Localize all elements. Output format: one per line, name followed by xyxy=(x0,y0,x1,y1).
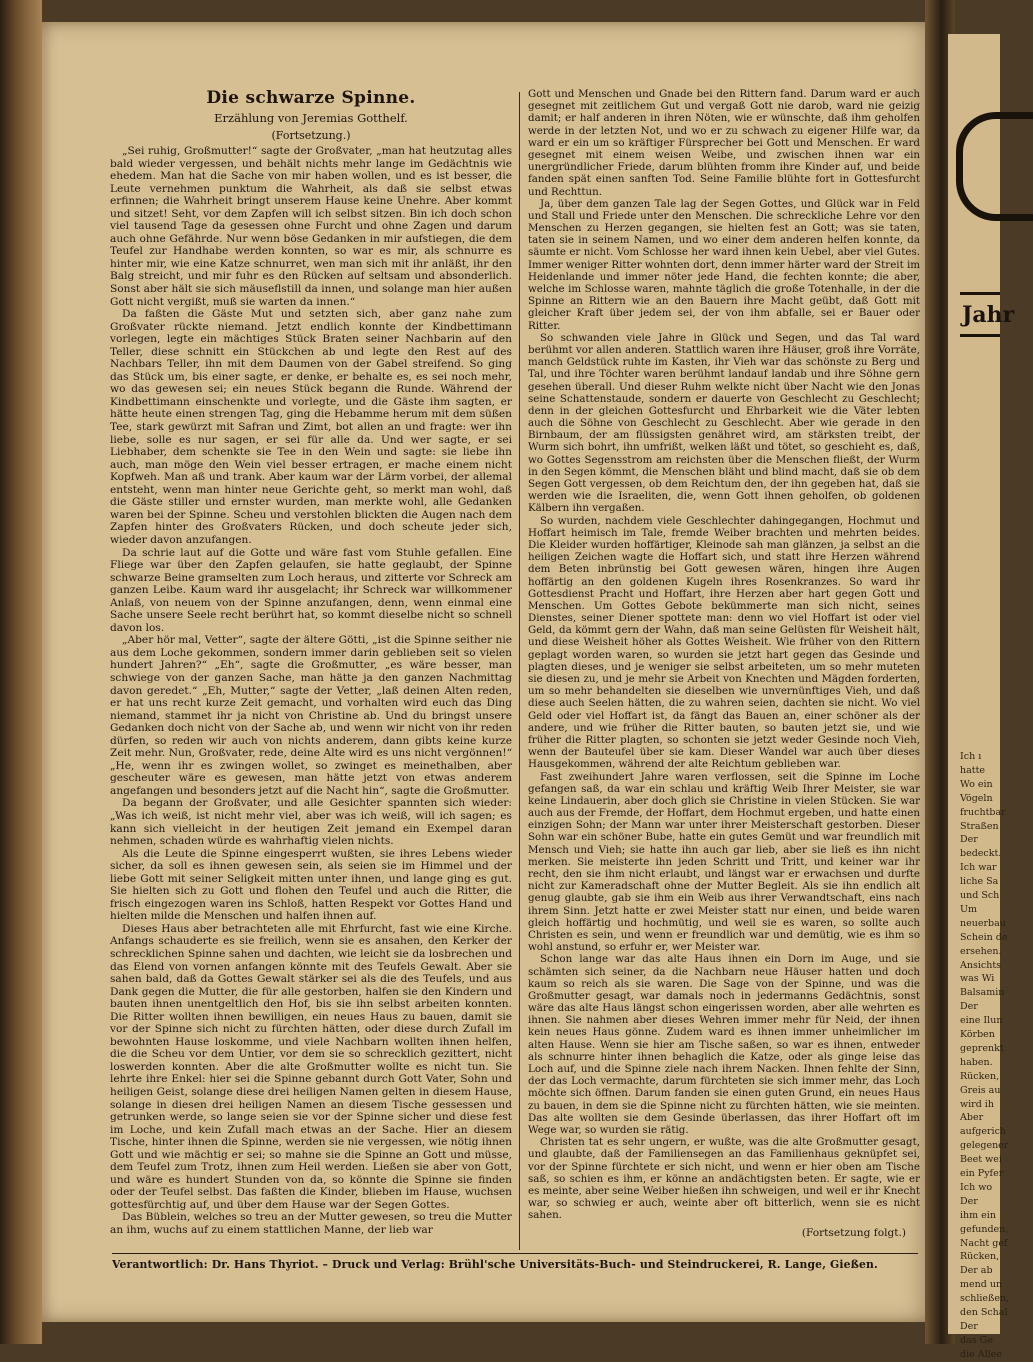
adjacent-text-fragment: Balsamin xyxy=(960,987,1005,999)
imprint-line: Verantwortlich: Dr. Hans Thyriot. – Druck und Verlag: Brühl'sche Universitäts-Buch- und Steindruckerei, R. Lange, Gießen. xyxy=(112,1258,878,1271)
paragraph: So schwanden viele Jahre in Glück und Segen, und das Tal ward berühmt vor allen anderen. Stattlich waren ihre Häuser, groß ihre Vorräte, manch Geldstück ruhte im Kasten, ihr Vieh war das schönste zu Berg und Tal, und ihre Töchter waren berühmt landauf landab und ihre Söhne gern gesehen überall. Und dieser Ruhm welkte nicht über Nacht wie den Jonas seine Schattenstaude, sondern er dauerte von Geschlecht zu Geschlecht; denn in der gleichen Gottesfurcht und Ehrbarkeit wie die Väter lebten auch die Söhne von Geschlecht zu Geschlecht. Aber wie gerade in den Birnbaum, der am flüssigsten genähret wird, am stärksten treibt, der Wurm sich bohrt, ihn umfrißt, welken läßt und tötet, so geschieht es, daß, wo Gottes Segensstrom am reichsten über die Menschen fließt, der Wurm in den Segen kömmt, die Menschen bläht und blind macht, daß sie ob dem Segen Gott vergessen, ob dem Reichtum den, der ihn gegeben hat, daß sie werden wie die Israeliten, die, wenn Gott ihnen geholfen, ob goldenen Kälbern ihn vergaßen. xyxy=(528,331,920,515)
paragraph: Gott und Menschen und Gnade bei den Rittern fand. Darum ward er auch gesegnet mit zeitlichem Gut und vergaß Gott nie darob, ward nie geizig damit; er half anderen in ihren Nöten, wie er wünschte, daß ihm geholfen werde in der letzten Not, und wo er zu schwach zu eigener Hilfe war, da ward er ein um so kräftiger Fürsprecher bei Gott und Menschen. Er ward gesegnet mit einem weisen Weibe, und zwischen ihnen war ein unergründlicher Friede, darum blühten fromm ihre Kinder auf, und beide fanden spät einen sanften Tod. Seine Familie blühte fort in Gottesfurcht und Rechttun. xyxy=(528,88,920,198)
paragraph: „Sei ruhig, Großmutter!“ sagte der Großvater, „man hat heutzutag alles bald wieder vergessen, und behält nichts mehr lange im Gedächtnis wie ehedem. Man hat die Sache von mir haben wollen, und es ist besser, die Leute vernehmen punktum die Wahrheit, als daß sie selbst etwas erfinnen; die Wahrheit bringt unserem Hause keine Unehre. Aber kommt und sitzet! Seht, vor dem Zapfen will ich selbst sitzen. Bin ich doch schon viel tausend Tage da gesessen ohne Furcht und ohne Zagen und darum auch ohne Gefährde. Nur wenn böse Gedanken in mir aufstiegen, die dem Teufel zur Handhabe werden konnten, so war es mir, als schnurre es hinter mir, wie eine Katze schnurret, wen man sich mit ihr anläßt, ihr den Balg streicht, und mir fuhr es den Rücken auf seltsam und absonderlich. Sonst aber hält sie sich mäuseflstill da innen, und solange man hier außen Gott nicht vergißt, muß sie warten da innen.“ xyxy=(110,145,512,308)
book-binding xyxy=(0,0,42,1344)
adjacent-text-fragment: haben. xyxy=(960,1056,993,1068)
adjacent-text-fragment: schließen, xyxy=(960,1293,1010,1305)
paragraph: Da faßten die Gäste Mut und setzten sich, aber ganz nahe zum Großvater rückte niemand. Jetzt endlich konnte der Kindbettimann vorlegen, legte ein mächtiges Stück Braten seiner Nachbarin auf den Teller, diese schnitt ein Stückchen ab und legte den Rest auf des Nachbars Teller, ihn mit dem Daumen von der Gabel streifend. So ging das Stück um, bis einer sagte, er denke, er behalte es, es sei noch mehr, wo das gewesen sei; ein neues Stück begann die Runde. Während der Kindbettimann einschenkte und vorlegte, und die Gäste ihm sagten, er hätte heute einen strengen Tag, ging die Hebamme herum mit dem süßen Tee, stark gewürzt mit Safran und Zimt, bot allen an und fragte: wer ihn liebe, solle es nur sagen, er sei für alle da. Und wer sagte, er sei Liebhaber, dem schenkte sie Tee in den Wein und sagte: sie liebe ihn auch, man möge den Wein viel besser ertragen, er mache einem nicht Kopfweh. Man aß und trank. Aber kaum war der Lärm vorbei, der allemal entsteht, wenn man hinter neue Gerichte geht, so merkt man wohl, daß die Gäste stiller und ernster wurden, man merkte wohl, alle Gedanken waren bei der Spinne. Scheu und verstohlen blickten die Augen nach dem Zapfen hinter des Großvaters Rücken, und doch scheute jeder sich, wieder davon anzufangen. xyxy=(110,308,512,546)
adjacent-text-fragment: Körben xyxy=(960,1029,995,1040)
adjacent-text-fragment: gelegener xyxy=(960,1140,1009,1152)
adjacent-text-fragment: ihm ein xyxy=(960,1209,996,1221)
article-column-left xyxy=(110,88,512,1237)
adjacent-text-fragment: geprenkt xyxy=(960,1042,1004,1054)
adjacent-text-fragment: wird ih xyxy=(960,1098,994,1110)
adjacent-text-fragment: Der xyxy=(960,834,978,846)
adjacent-text-fragment: Rücken, xyxy=(960,1070,1000,1082)
paragraph: Ja, über dem ganzen Tale lag der Segen Gottes, und Glück war in Feld und Stall und Friede unter den Menschen. Die schreckliche Lehre vor den Menschen zu Herzen gegangen, sie hielten fest an Gott; was sie taten, taten sie in seinem Namen, und wo einer dem anderen helfen konnte, da säumte er nicht. Vom Schlosse her ward ihnen kein Uebel, aber viel Gutes. Immer weniger Ritter wohnten dort, denn immer härter ward der Streit im Heidenlande und immer nöter jede Hand, die fechten konnte; die aber, welche im Schlosse waren, mahnte täglich die große Totenhalle, in der die Spinne an Rittern wie an den Bauern ihre Macht geübt, daß Gott mit gleicher Kraft über jedem sei, der von ihm abfalle, sei er Bauer oder Ritter. xyxy=(528,197,920,332)
paragraph: Als die Leute die Spinne eingesperrt wußten, sie ihres Lebens wieder sicher, da soll es ihnen gewesen sein, als seien sie im Himmel und der liebe Gott mit seiner Seligkeit mitten unter ihnen, und lange ging es gut. Sie hielten sich zu Gott und flohen den Teufel und auch die Ritter, die frisch eingezogen waren ins Schloß, hatten Respekt vor Gottes Hand und hielten milde die Menschen und halfen ihnen auf. xyxy=(110,847,512,923)
adjacent-text-fragment: Der xyxy=(960,1320,978,1332)
adjacent-text-fragment: Um xyxy=(960,903,978,915)
adjacent-text-fragment: Greis au xyxy=(960,1084,1001,1096)
paragraph: Fast zweihundert Jahre waren verflossen, seit die Spinne im Loche gefangen saß, da war ein schlau und kräftig Weib Ihrer Meister, sie war keine Lindauerin, aber doch glich sie Christine in vielen Stücken. Sie war auch aus der Fremde, der Hoffart, dem Hochmut ergeben, und hatte einen einzigen Sohn; der Mann war unter ihrer Meisterschaft gestorben. Dieser Sohn war ein schöner Bube, hatte ein gutes Gemüt und war freundlich mit Mensch und Vieh; sie hatte ihn auch gar lieb, aber sie ließ es ihn nicht merken. Sie meisterte ihn jeden Schritt und Tritt, und keiner war ihr recht, den sie ihm nicht erlaubt, und längst war er erwachsen und durfte nicht zur Kameradschaft ohne der Mutter Begleit. Als sie ihn endlich alt genug glaubte, gab sie ihm ein Weib aus ihrer Verwandtschaft, eins nach ihrem Sinn. Jetzt hatte er zwei Meister statt nur einen, und beide waren gleich hoffärtig und hochmütig, und weil sie es waren, so sollte auch Christen es sein, und wenn er freundlich war und demütig, wie es ihm so wohl anstund, so erfuhr er, wer Meister war. xyxy=(528,770,920,954)
adjacent-heading-fragment: Jahr xyxy=(962,302,1015,328)
paragraph: So wurden, nachdem viele Geschlechter dahingegangen, Hochmut und Hoffart heimisch im Tale, fremde Weiber brachten und mehrten beides. Die Kleider wurden hoffärtiger, Kleinode sah man glänzen, ja selbst an die heiligen Zeichen wagte die Hoffart sich, und statt ihre Herzen während dem Beten inbrünstig bei Gott gewesen wären, hingen ihre Augen hoffärtig an den goldenen Kugeln ihres Rosenkranzes. So ward ihr Gottesdienst Pracht und Hoffart, ihre Herzen aber hart gegen Gott und Menschen. Um Gottes Gebote bekümmerte man sich nicht, seines Dienstes, seiner Diener spottete man: denn wo viel Hoffart ist oder viel Geld, da kömmt gern der Wahn, daß man seine Gelüsten für Weisheit hält, und diese Weisheit höher als Gottes Weisheit. Wie früher von den Rittern geplagt worden waren, so wurden sie jetzt hart gegen das Gesinde und plagten dieses, und je weniger sie selbst arbeiteten, um so mehr muteten sie diesen zu, und je mehr sie Arbeit von Knechten und Mägden forderten, um so mehr behandelten sie dieselben wie unvernünftiges Vieh, und daß diese auch Seelen hätten, die zu wahren seien, dachten sie nicht. Wo viel Geld oder viel Hoffart ist, da fängt das Bauen an, einer schöner als der andere, und wie früher die Ritter bauten, so bauten jetzt sie, und wie früher die Ritter plagten, so schonten sie jetzt weder Gesinde noch Vieh, wenn der Bauteufel über sie kam. Dieser Wandel war auch über dieses Hausgekommen, während der alte Reichtum geblieben war. xyxy=(528,514,920,771)
continuation-note: (Fortsetzung.) xyxy=(271,129,351,142)
adjacent-text-fragment: gefunden, xyxy=(960,1223,1009,1235)
footer-rule xyxy=(112,1253,918,1254)
adjacent-text-fragment: neuerbau xyxy=(960,917,1006,929)
adjacent-text-fragment: Aber xyxy=(960,1112,984,1124)
adjacent-text-fragment: und Sch xyxy=(960,890,1000,901)
adjacent-text-fragment: was Wi xyxy=(960,973,995,985)
adjacent-text-fragment: Ich ı xyxy=(960,751,982,762)
adjacent-text-fragment: das Ge xyxy=(960,1334,993,1346)
adjacent-text-fragment: aufgerich xyxy=(960,1126,1007,1138)
adjacent-text-fragment: Ich wo xyxy=(960,1181,993,1193)
masthead-fragment xyxy=(956,112,1033,221)
adjacent-text-fragment: Der ab xyxy=(960,1265,993,1277)
adjacent-text-fragment: eine Ilun xyxy=(960,1015,1003,1027)
adjacent-text-fragment: fruchtbar xyxy=(960,806,1006,818)
adjacent-text-fragment: Nacht gef xyxy=(960,1237,1008,1249)
adjacent-text-fragment: Vögeln xyxy=(960,792,993,804)
paragraph: Christen tat es sehr ungern, er wußte, was die alte Großmutter gesagt, und glaubte, daß der Familiensegen an das Familienhaus geknüpfet sei, vor der Spinne fürchtete er sich nicht, und wenn er hier oben am Tische saß, so schien es ihm, er könne an andächtigsten beten. Er sagte, wie er es meinte, aber seine Weiber hießen ihn schweigen, und weil er ihr Knecht war, so schwieg er auch, weinte aber oft bitterlich, wenn sie es nicht sahen. xyxy=(528,1136,920,1222)
adjacent-text-fragment: Der xyxy=(960,1001,978,1013)
adjacent-text-fragment: Straßen xyxy=(960,820,999,832)
column-divider xyxy=(519,92,520,1250)
article-title: Die schwarze Spinne. xyxy=(206,88,416,108)
to-be-continued: (Fortsetzung folgt.) xyxy=(801,1227,906,1240)
article-subtitle: Erzählung von Jeremias Gotthelf. xyxy=(214,111,408,125)
adjacent-text-fragment: Schein de xyxy=(960,931,1008,943)
adjacent-text-fragment: bedeckt. xyxy=(960,848,1002,860)
paragraph: Da schrie laut auf die Gotte und wäre fast vom Stuhle gefallen. Eine Fliege war über den Zapfen gelaufen, sie hatte geglaubt, der Spinne schwarze Beine gramselten zum Loch heraus, und zitterte vor Schreck am ganzen Leibe. Kaum ward ihr ausgelacht; ihr Schreck war willkommener Anlaß, von neuem von der Spinne anzufangen, denn, wenn einmal eine Sache unsere Seele recht berührt hat, so kommt dieselbe nicht so schnell davon los. xyxy=(110,546,512,634)
paragraph: Da begann der Großvater, und alle Gesichter spannten sich wieder: „Was ich weiß, ist nicht mehr viel, aber was ich weiß, will ich sagen; es kann sich vielleicht in der heutigen Zeit jemand ein Exempel daran nehmen, schaden würde es wahrhaftig vielen nichts. xyxy=(110,797,512,848)
adjacent-text-fragment: Beet wei xyxy=(960,1154,1002,1166)
paragraph: Das Büblein, welches so treu an der Mutter gewesen, so treu die Mutter an ihm, wuchs auf zu einem stattlichen Manne, der lieb war xyxy=(110,1211,512,1237)
adjacent-text-fragment: ein Pyfer xyxy=(960,1168,1004,1179)
adjacent-text-fragment: Ansichts xyxy=(960,959,1002,971)
paragraph: „Aber hör mal, Vetter“, sagte der ältere Götti, „ist die Spinne seither nie aus dem Loche gekommen, sondern immer darin geblieben seit so vielen hundert Jahren?“ „Eh“, sagte die Großmutter, „es wäre besser, man schwiege von der ganzen Sache, man hätte ja den ganzen Nachmittag davon geredet.“ „Eh, Mutter,“ sagte der Vetter, „laß deinen Alten reden, er hat uns recht kurze Zeit gemacht, und vorhalten wird euch das Ding niemand, stammet ihr ja nicht von Christine ab. Und du bringst unsere Gedanken doch nicht von der Sache ab, und wenn wir nicht von ihr reden dürfen, so reden wir auch von nichts anderem, dann gibts keine kurze Zeit mehr. Nun, Großvater, rede, deine Alte wird es uns nicht vergönnen!“ „He, wenn ihr es zwingen wollet, so zwinget es meinethalben, aber gescheuter wäre es gewesen, man hätte jetzt von etwas anderem angefangen und besonders jetzt auf die Nacht hin“, sagte die Großmutter. xyxy=(110,634,512,797)
paragraph: Schon lange war das alte Haus ihnen ein Dorn im Auge, und sie schämten sich seiner, da die Nachbarn neue Häuser hatten und doch kaum so reich als sie waren. Die Sage von der Spinne, und was die Großmutter gesagt, war damals noch in jedermanns Gedächtnis, sonst wäre das alte Haus längst schon eingerissen worden, aber alle wehrten es ihnen. Sie nahmen aber dieses Wehren immer mehr für Neid, der ihnen kein neues Haus gönne. Zudem ward es ihnen immer unheimlicher im alten Hause. Wenn sie hier am Tische saßen, so war es ihnen, entweder als schnurre hinter ihnen behaglich die Katze, oder als ginge leise das Loch auf, und die Spinne ziele nach ihrem Nacken. Ihnen fehlte der Sinn, der das Loch vermachte, darum fürchteten sie sich immer mehr, das Loch möchte sich öffnen. Darum fanden sie einen guten Grund, ein neues Haus zu bauen, in dem sie die Spinne nicht zu fürchten hätten, wie sie meinten. Das alte wollten sie dem Gesinde überlassen, das ihrer Hoffart oft im Wege war, so wurden sie rätig. xyxy=(528,953,920,1136)
adjacent-text-fragment: Ich war xyxy=(960,862,997,874)
article-column-right xyxy=(528,88,920,1239)
adjacent-text-fragment: Der xyxy=(960,1195,978,1207)
adjacent-text-fragment: hatte xyxy=(960,764,986,776)
adjacent-text-fragment: mend un xyxy=(960,1279,1003,1291)
heading-rule xyxy=(960,292,1000,295)
adjacent-text-fragment: Wo ein xyxy=(960,778,993,790)
paragraph: Dieses Haus aber betrachteten alle mit Ehrfurcht, fast wie eine Kirche. Anfangs schauderte es sie freilich, wenn sie es ansahen, den Kerker der schrecklichen Spinne sahen und dachten, wie leicht sie da losbrechen und das Elend von vornen anfangen könnte mit des Teufels Gewalt. Aber sie sahen bald, daß da Gottes Gewalt stärker sei als die des Teufels, und aus Dank gegen die Mutter, die für alle gestorben, halfen sie den Kindern und bauten ihnen unentgeltlich den Hof, bis sie ihn selbst arbeiten konnten. Die Ritter wollten ihnen bewilligen, ein neues Haus zu bauen, damit sie vor der Spinne sich nicht zu fürchten hätten, oder diese durch Zufall im bewohnten Hause loskomme, und viele Nachbarn wollten ihnen helfen, die die Scheu vor dem Untier, vor dem sie so schrecklich gezittert, nicht loswerden konnten. Aber die alte Großmutter wollte es nicht tun. Sie lehrte ihre Enkel: hier sei die Spinne gebannt durch Gott Vater, Sohn und heiligen Geist, solange diese drei heiligen Namen gelten in diesem Hause, solange in diesen drei heiligen Namen an diesem Tische gessessen und getrunken werde, so lange seien sie vor der Spinne sicher und diese fest im Loche, und kein Zufall mach etwas an der Sache. Hier an diesem Tische, hinter ihnen die Spinne, werden sie nie vergessen, wie nötig ihnen Gott und wie mächtig er sei; so mahne sie die Spinne an Gott und müsse, dem Teufel zum Trotz, ihnen zum Heil werden. Ließen sie aber von Gott, und wäre es hundert Stunden von da, so könnte die Spinne sie finden oder der Teufel selbst. Das faßten die Kinder, blieben im Hause, wuchsen gottesfürchtig auf, und über dem Hause war der Segen Gottes. xyxy=(110,922,512,1211)
adjacent-page xyxy=(948,34,1015,1360)
adjacent-text-fragment: liche Sa xyxy=(960,876,999,888)
heading-rule xyxy=(960,334,1000,337)
adjacent-text-fragment: ersehen. xyxy=(960,945,1002,957)
adjacent-text-fragment: die Allee xyxy=(960,1348,1002,1360)
adjacent-text-fragment: den Schal xyxy=(960,1307,1008,1318)
adjacent-text-fragment: Rücken, xyxy=(960,1251,1000,1263)
